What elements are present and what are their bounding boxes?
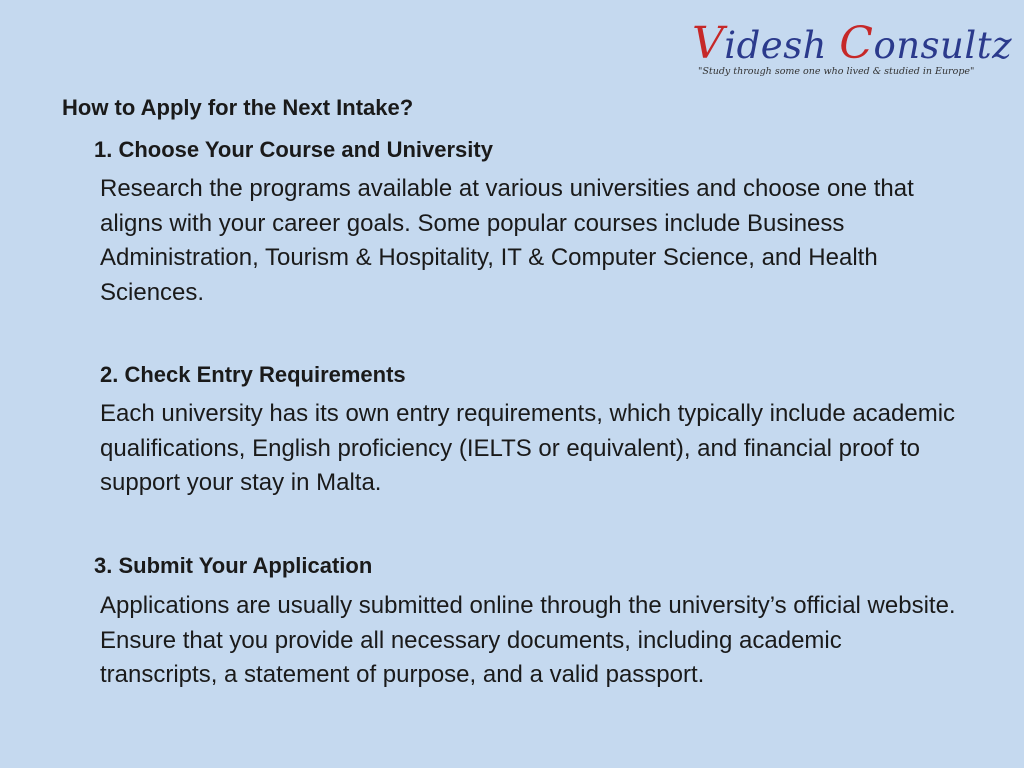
page-title: How to Apply for the Next Intake? [62, 95, 414, 120]
step-3-title: 3. Submit Your Application [94, 553, 373, 578]
step-1-title: 1. Choose Your Course and University [94, 137, 493, 162]
logo-tagline: "Study through some one who lived & studied in Europe" [698, 66, 975, 77]
brand-logo [692, 18, 1013, 77]
step-2-title: 2. Check Entry Requirements [100, 362, 406, 387]
logo-wordmark: Videsh Consultz [692, 18, 1013, 69]
step-2-text: Each university has its own entry requirements, which typically include academic qualifications, English proficiency (IELTS or equivalent), and financial proof to support your stay in Malta. [100, 400, 956, 496]
step-1-text: Research the programs available at various universities and choose one that aligns with your career goals. Some popular courses include Business Administration, Tourism & Hospitality, IT & Computer Science, and Health Sciences. [100, 175, 914, 306]
step-3-text: Applications are usually submitted online through the university’s official website. Ensure that you provide all necessary documents, including academic transcripts, a statement of purpose, and a valid passport. [100, 592, 956, 688]
